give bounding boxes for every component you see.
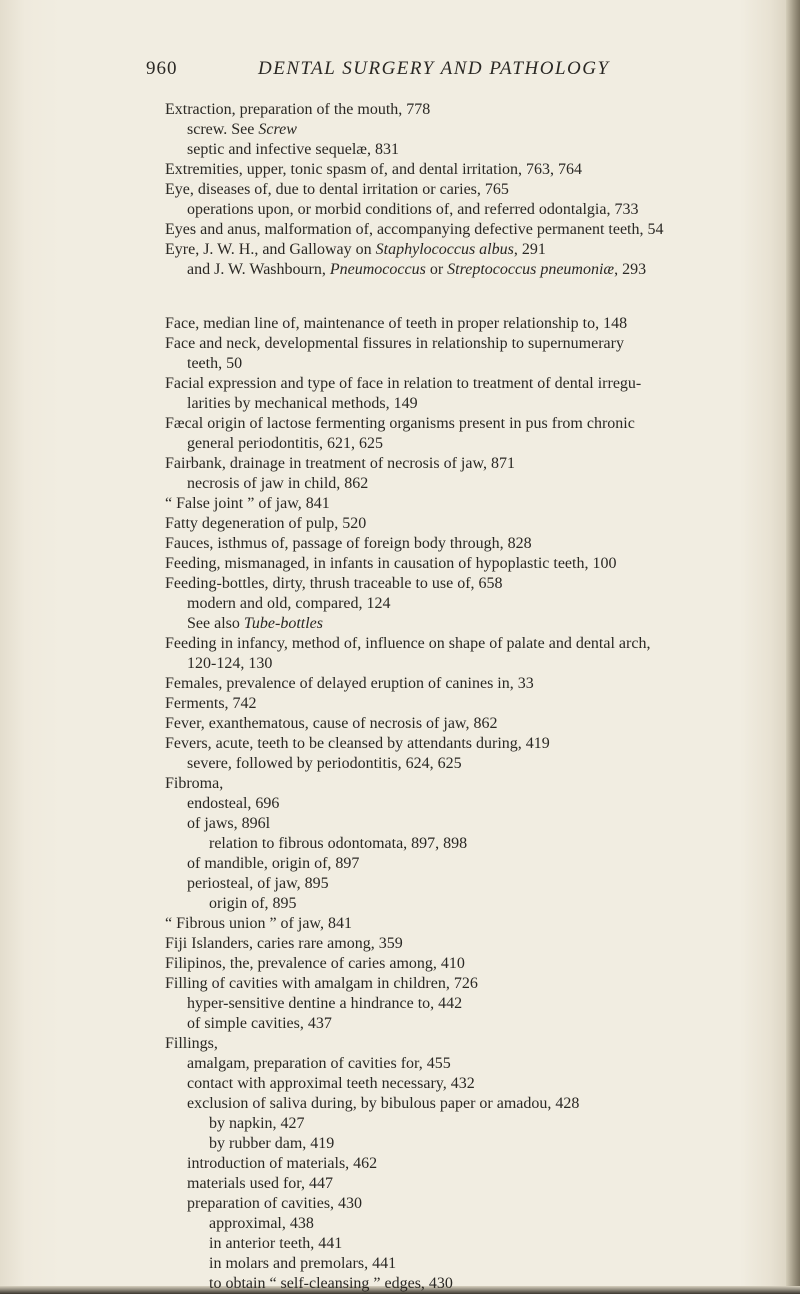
entry-text: Eyre, J. W. H., and Galloway on <box>165 241 376 258</box>
entry-text: modern and old, compared, 124 <box>187 595 391 612</box>
entry-text: septic and infective sequelæ, 831 <box>187 141 399 158</box>
index-entry <box>165 180 745 200</box>
entry-text: Extraction, preparation of the mouth, 778 <box>165 101 431 118</box>
index-subentry <box>187 1174 745 1194</box>
index-subentry <box>209 1274 745 1294</box>
index-subentry <box>187 994 745 1014</box>
entry-text: screw. See <box>187 121 259 138</box>
index-subentry <box>187 594 745 614</box>
index-entry <box>165 534 745 554</box>
entry-text: by napkin, 427 <box>209 1115 305 1132</box>
entry-italic-text: Tube-bottles <box>243 615 323 632</box>
entry-text: Fillings, <box>165 1035 218 1052</box>
entry-text: 120-124, 130 <box>187 655 273 672</box>
entry-text: to obtain “ self-cleansing ” edges, 430 <box>209 1275 453 1292</box>
entry-text: relation to fibrous odontomata, 897, 898 <box>209 835 468 852</box>
index-entry <box>165 694 745 714</box>
entry-text: Fever, exanthematous, cause of necrosis of jaw, 862 <box>165 715 498 732</box>
entry-text: exclusion of saliva during, by bibulous paper or amadou, 428 <box>187 1095 580 1112</box>
index-subentry <box>187 1154 745 1174</box>
index-entry <box>165 414 745 434</box>
index-entry <box>165 160 745 180</box>
index-subentry <box>187 1194 745 1214</box>
entry-text: Fiji Islanders, caries rare among, 359 <box>165 935 403 952</box>
index-entry <box>165 914 745 934</box>
entry-text: Feeding, mismanaged, in infants in causation of hypoplastic teeth, 100 <box>165 555 617 572</box>
entry-text: Face and neck, developmental fissures in relationship to supernumerary <box>165 335 624 352</box>
index-entry <box>165 974 745 994</box>
index-entry <box>165 100 745 120</box>
entry-text: See also <box>187 615 244 632</box>
index-subentry <box>187 120 745 140</box>
index-group-e <box>165 100 745 280</box>
entry-text: introduction of materials, 462 <box>187 1155 378 1172</box>
index-entry <box>165 454 745 474</box>
index-subentry <box>209 1234 745 1254</box>
entry-text: or <box>425 261 448 278</box>
entry-text: Eye, diseases of, due to dental irritation or caries, 765 <box>165 181 509 198</box>
index-subentry <box>187 354 745 374</box>
index-subentry <box>187 1014 745 1034</box>
entry-text: amalgam, preparation of cavities for, 455 <box>187 1055 451 1072</box>
entry-text: “ False joint ” of jaw, 841 <box>165 495 330 512</box>
entry-text: in molars and premolars, 441 <box>209 1255 397 1272</box>
entry-text: origin of, 895 <box>209 895 297 912</box>
entry-text: larities by mechanical methods, 149 <box>187 395 418 412</box>
index-subentry <box>187 394 745 414</box>
entry-text: Filipinos, the, prevalence of caries among, 410 <box>165 955 465 972</box>
index-subentry <box>187 814 745 834</box>
entry-italic-text: Staphylococcus albus <box>375 241 514 258</box>
entry-text: Extremities, upper, tonic spasm of, and dental irritation, 763, 764 <box>165 161 583 178</box>
index-subentry <box>187 854 745 874</box>
index-group-f <box>165 314 745 1294</box>
entry-text: of jaws, 896l <box>187 815 271 832</box>
running-title: DENTAL SURGERY AND PATHOLOGY <box>258 58 610 79</box>
index-subentry <box>187 474 745 494</box>
entry-text: of mandible, origin of, 897 <box>187 855 360 872</box>
index-entry <box>165 674 745 694</box>
index-entries <box>165 100 745 1294</box>
page-header <box>146 58 666 84</box>
entry-text: Fæcal origin of lactose fermenting organisms present in pus from chronic <box>165 415 635 432</box>
index-subentry <box>187 874 745 894</box>
index-subentry <box>187 614 745 634</box>
index-entry <box>165 774 745 794</box>
entry-italic-text: Pneumococcus <box>329 261 426 278</box>
index-subentry <box>187 140 745 160</box>
index-entry <box>165 374 745 394</box>
page-number: 960 <box>146 58 178 79</box>
index-subentry <box>209 894 745 914</box>
index-subentry <box>187 794 745 814</box>
entry-text: Ferments, 742 <box>165 695 257 712</box>
index-subentry <box>187 260 745 280</box>
entry-text: Fevers, acute, teeth to be cleansed by attendants during, 419 <box>165 735 550 752</box>
entry-text: Facial expression and type of face in relation to treatment of dental irregu- <box>165 375 642 392</box>
entry-italic-text: Streptococcus pneumoniæ <box>447 261 615 278</box>
index-subentry <box>209 1254 745 1274</box>
entry-text: Feeding-bottles, dirty, thrush traceable to use of, 658 <box>165 575 503 592</box>
index-subentry <box>187 1094 745 1114</box>
entry-text: Fairbank, drainage in treatment of necrosis of jaw, 871 <box>165 455 515 472</box>
entry-text: Fibroma, <box>165 775 224 792</box>
entry-text: operations upon, or morbid conditions of, and referred odontalgia, 733 <box>187 201 639 218</box>
index-subentry <box>209 1114 745 1134</box>
entry-text: periosteal, of jaw, 895 <box>187 875 329 892</box>
entry-text: , 293 <box>614 261 647 278</box>
index-entry <box>165 714 745 734</box>
entry-text: general periodontitis, 621, 625 <box>187 435 383 452</box>
entry-text: Feeding in infancy, method of, influence on shape of palate and dental arch, <box>165 635 651 652</box>
index-entry <box>165 934 745 954</box>
entry-text: materials used for, 447 <box>187 1175 333 1192</box>
index-entry <box>165 220 745 240</box>
entry-text: of simple cavities, 437 <box>187 1015 332 1032</box>
index-entry <box>165 240 745 260</box>
index-subentry <box>209 1214 745 1234</box>
entry-text: Filling of cavities with amalgam in children, 726 <box>165 975 478 992</box>
index-entry <box>165 334 745 354</box>
index-subentry <box>187 1054 745 1074</box>
entry-text: , 291 <box>513 241 546 258</box>
index-entry <box>165 554 745 574</box>
entry-text: “ Fibrous union ” of jaw, 841 <box>165 915 352 932</box>
index-entry <box>165 954 745 974</box>
index-subentry <box>187 654 745 674</box>
entry-text: contact with approximal teeth necessary, 432 <box>187 1075 475 1092</box>
entry-text: endosteal, 696 <box>187 795 280 812</box>
index-entry <box>165 494 745 514</box>
page-binding-edge <box>786 0 800 1294</box>
index-subentry <box>187 754 745 774</box>
entry-italic-text: Screw <box>258 121 297 138</box>
entry-text: hyper-sensitive dentine a hindrance to, 442 <box>187 995 463 1012</box>
entry-text: in anterior teeth, 441 <box>209 1235 343 1252</box>
entry-text: preparation of cavities, 430 <box>187 1195 363 1212</box>
entry-text: Eyes and anus, malformation of, accompanying defective permanent teeth, 54 <box>165 221 664 238</box>
group-separator <box>165 280 745 314</box>
index-entry <box>165 514 745 534</box>
index-entry <box>165 1034 745 1054</box>
index-entry <box>165 734 745 754</box>
index-subentry <box>187 434 745 454</box>
index-entry <box>165 634 745 654</box>
entry-text: Face, median line of, maintenance of teeth in proper relationship to, 148 <box>165 315 628 332</box>
entry-text: by rubber dam, 419 <box>209 1135 335 1152</box>
index-subentry <box>187 1074 745 1094</box>
entry-text: Females, prevalence of delayed eruption of canines in, 33 <box>165 675 534 692</box>
entry-text: teeth, 50 <box>187 355 243 372</box>
entry-text: severe, followed by periodontitis, 624, 625 <box>187 755 462 772</box>
index-subentry <box>209 834 745 854</box>
index-subentry <box>187 200 745 220</box>
entry-text: Fatty degeneration of pulp, 520 <box>165 515 367 532</box>
entry-text: Fauces, isthmus of, passage of foreign body through, 828 <box>165 535 532 552</box>
index-entry <box>165 314 745 334</box>
entry-text: approximal, 438 <box>209 1215 314 1232</box>
index-entry <box>165 574 745 594</box>
index-subentry <box>209 1134 745 1154</box>
entry-text: necrosis of jaw in child, 862 <box>187 475 369 492</box>
entry-text: and J. W. Washbourn, <box>187 261 330 278</box>
